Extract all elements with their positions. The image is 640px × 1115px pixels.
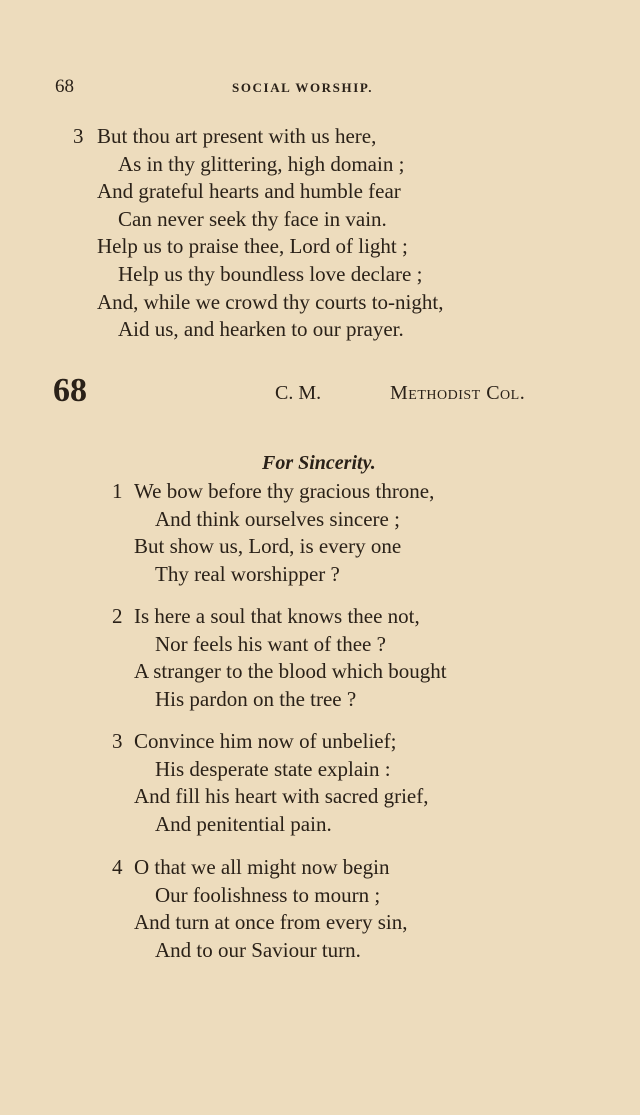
verse-line: Help us to praise thee, Lord of light ; — [97, 234, 408, 259]
verse-line: Convince him now of unbelief; — [134, 729, 397, 753]
verse-line: And fill his heart with sacred grief, — [134, 784, 429, 809]
verse-line: A stranger to the blood which bought — [134, 659, 447, 684]
verse-line: And penitential pain. — [155, 811, 332, 836]
verse-line: Can never seek thy face in vain. — [118, 206, 387, 231]
verse-line: Aid us, and hearken to our prayer. — [118, 317, 404, 342]
page-number: 68 — [55, 76, 74, 97]
verse-number: 2 — [112, 604, 123, 628]
verse-number: 4 — [112, 855, 123, 879]
verse-line: Our foolishness to mourn ; — [155, 882, 381, 907]
verse-line: Help us thy boundless love declare ; — [118, 262, 423, 286]
verse-line: And turn at once from every sin, — [134, 910, 408, 935]
verse-line: And, while we crowd thy courts to-night, — [97, 289, 444, 314]
verse-line: His desperate state explain : — [155, 756, 391, 781]
hymn-meter: C. M. — [275, 382, 322, 404]
hymn-title: For Sincerity. — [262, 452, 376, 474]
verse-line: As in thy glittering, high domain ; — [118, 151, 405, 176]
verse-line: O that we all might now begin — [134, 855, 390, 879]
verse-number: 1 — [112, 479, 123, 503]
verse-line: But thou art present with us here, — [97, 124, 377, 148]
verse-line: His pardon on the tree ? — [155, 686, 357, 711]
verse-number: 3 — [73, 124, 84, 148]
hymn-source: Methodist Col. — [390, 382, 526, 404]
verse-line: And to our Saviour turn. — [155, 937, 361, 962]
running-title: SOCIAL WORSHIP. — [232, 80, 374, 95]
verse-line: But show us, Lord, is every one — [134, 534, 402, 559]
verse-line: Is here a soul that knows thee not, — [134, 604, 420, 628]
hymn-number: 68 — [53, 372, 87, 409]
verse-line: Thy real worshipper ? — [155, 561, 340, 586]
verse-number: 3 — [112, 729, 123, 753]
verse-line: We bow before thy gracious throne, — [134, 479, 435, 503]
verse-line: And think ourselves sincere ; — [155, 506, 400, 531]
verse-line: Nor feels his want of thee ? — [155, 631, 386, 656]
verse-line: And grateful hearts and humble fear — [97, 179, 401, 204]
